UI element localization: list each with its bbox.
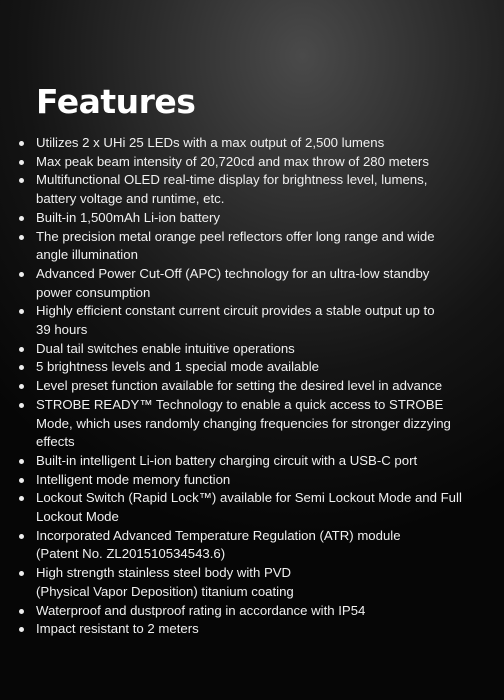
bullet-icon xyxy=(19,459,24,464)
feature-text-line: The precision metal orange peel reflectors offer long range and wide xyxy=(36,228,435,244)
feature-item xyxy=(18,489,494,526)
feature-text-line: (Physical Vapor Deposition) titanium coating xyxy=(36,583,294,599)
feature-item xyxy=(18,171,494,208)
feature-item xyxy=(18,265,494,302)
bullet-icon xyxy=(19,160,24,165)
feature-item xyxy=(18,358,494,377)
feature-item xyxy=(18,471,494,490)
feature-text-line: power consumption xyxy=(36,284,151,300)
feature-text-line: Incorporated Advanced Temperature Regulation (ATR) module xyxy=(36,527,401,543)
feature-item xyxy=(18,153,494,172)
feature-text-line: Dual tail switches enable intuitive operations xyxy=(36,340,295,356)
bullet-icon xyxy=(19,309,24,314)
feature-item xyxy=(18,340,494,359)
feature-text-line: Lockout Mode xyxy=(36,509,119,525)
feature-item xyxy=(18,602,494,621)
bullet-icon xyxy=(19,235,24,240)
feature-text-line: Impact resistant to 2 meters xyxy=(36,621,199,637)
bullet-icon xyxy=(19,534,24,539)
bullet-icon xyxy=(19,365,24,370)
bullet-icon xyxy=(19,478,24,483)
bullet-icon xyxy=(19,609,24,614)
bullet-icon xyxy=(19,216,24,221)
bullet-icon xyxy=(19,178,24,183)
feature-item xyxy=(18,228,494,265)
feature-text-line: Intelligent mode memory function xyxy=(36,471,231,487)
feature-text-line: 39 hours xyxy=(36,322,88,338)
feature-item xyxy=(18,452,494,471)
bullet-icon xyxy=(19,627,24,632)
feature-text-line: Built-in intelligent Li-ion battery charging circuit with a USB-C port xyxy=(36,452,418,468)
bullet-icon xyxy=(19,141,24,146)
feature-text-line: battery voltage and runtime, etc. xyxy=(36,191,225,207)
page-title: Features xyxy=(36,82,196,121)
feature-text-line: Utilizes 2 x UHi 25 LEDs with a max output of 2,500 lumens xyxy=(36,135,385,150)
feature-text-line: 5 brightness levels and 1 special mode available xyxy=(36,359,319,375)
feature-item xyxy=(18,209,494,228)
feature-text-line: Multifunctional OLED real-time display for brightness level, lumens, xyxy=(36,172,428,188)
features-list xyxy=(18,134,494,639)
bullet-icon xyxy=(19,384,24,389)
feature-item xyxy=(18,564,494,601)
feature-text-line: Built-in 1,500mAh Li-ion battery xyxy=(36,209,220,225)
feature-text-line: Mode, which uses randomly changing frequencies for stronger dizzying xyxy=(36,415,451,431)
feature-item xyxy=(18,527,494,564)
feature-text-line: Highly efficient constant current circuit provides a stable output up to xyxy=(36,303,435,319)
feature-text-line: Advanced Power Cut-Off (APC) technology for an ultra-low standby xyxy=(36,265,430,281)
feature-item xyxy=(18,377,494,396)
bullet-icon xyxy=(19,571,24,576)
feature-text-line: angle illumination xyxy=(36,247,138,263)
feature-item xyxy=(18,620,494,639)
feature-text-line: Waterproof and dustproof rating in accordance with IP54 xyxy=(36,602,366,618)
feature-text-line: STROBE READY™ Technology to enable a quick access to STROBE xyxy=(36,396,444,412)
bullet-icon xyxy=(19,272,24,277)
feature-text-line: effects xyxy=(36,434,75,450)
feature-text-line: Lockout Switch (Rapid Lock™) available for Semi Lockout Mode and Full xyxy=(36,490,462,506)
feature-text-line: (Patent No. ZL201510534543.6) xyxy=(36,546,226,562)
bullet-icon xyxy=(19,403,24,408)
feature-text-line: Level preset function available for setting the desired level in advance xyxy=(36,378,443,394)
bullet-icon xyxy=(19,347,24,352)
feature-item xyxy=(18,302,494,339)
feature-text-line: High strength stainless steel body with PVD xyxy=(36,565,292,581)
feature-item xyxy=(18,396,494,452)
feature-item xyxy=(18,134,494,153)
bullet-icon xyxy=(19,496,24,501)
feature-text-line: Max peak beam intensity of 20,720cd and max throw of 280 meters xyxy=(36,153,429,169)
